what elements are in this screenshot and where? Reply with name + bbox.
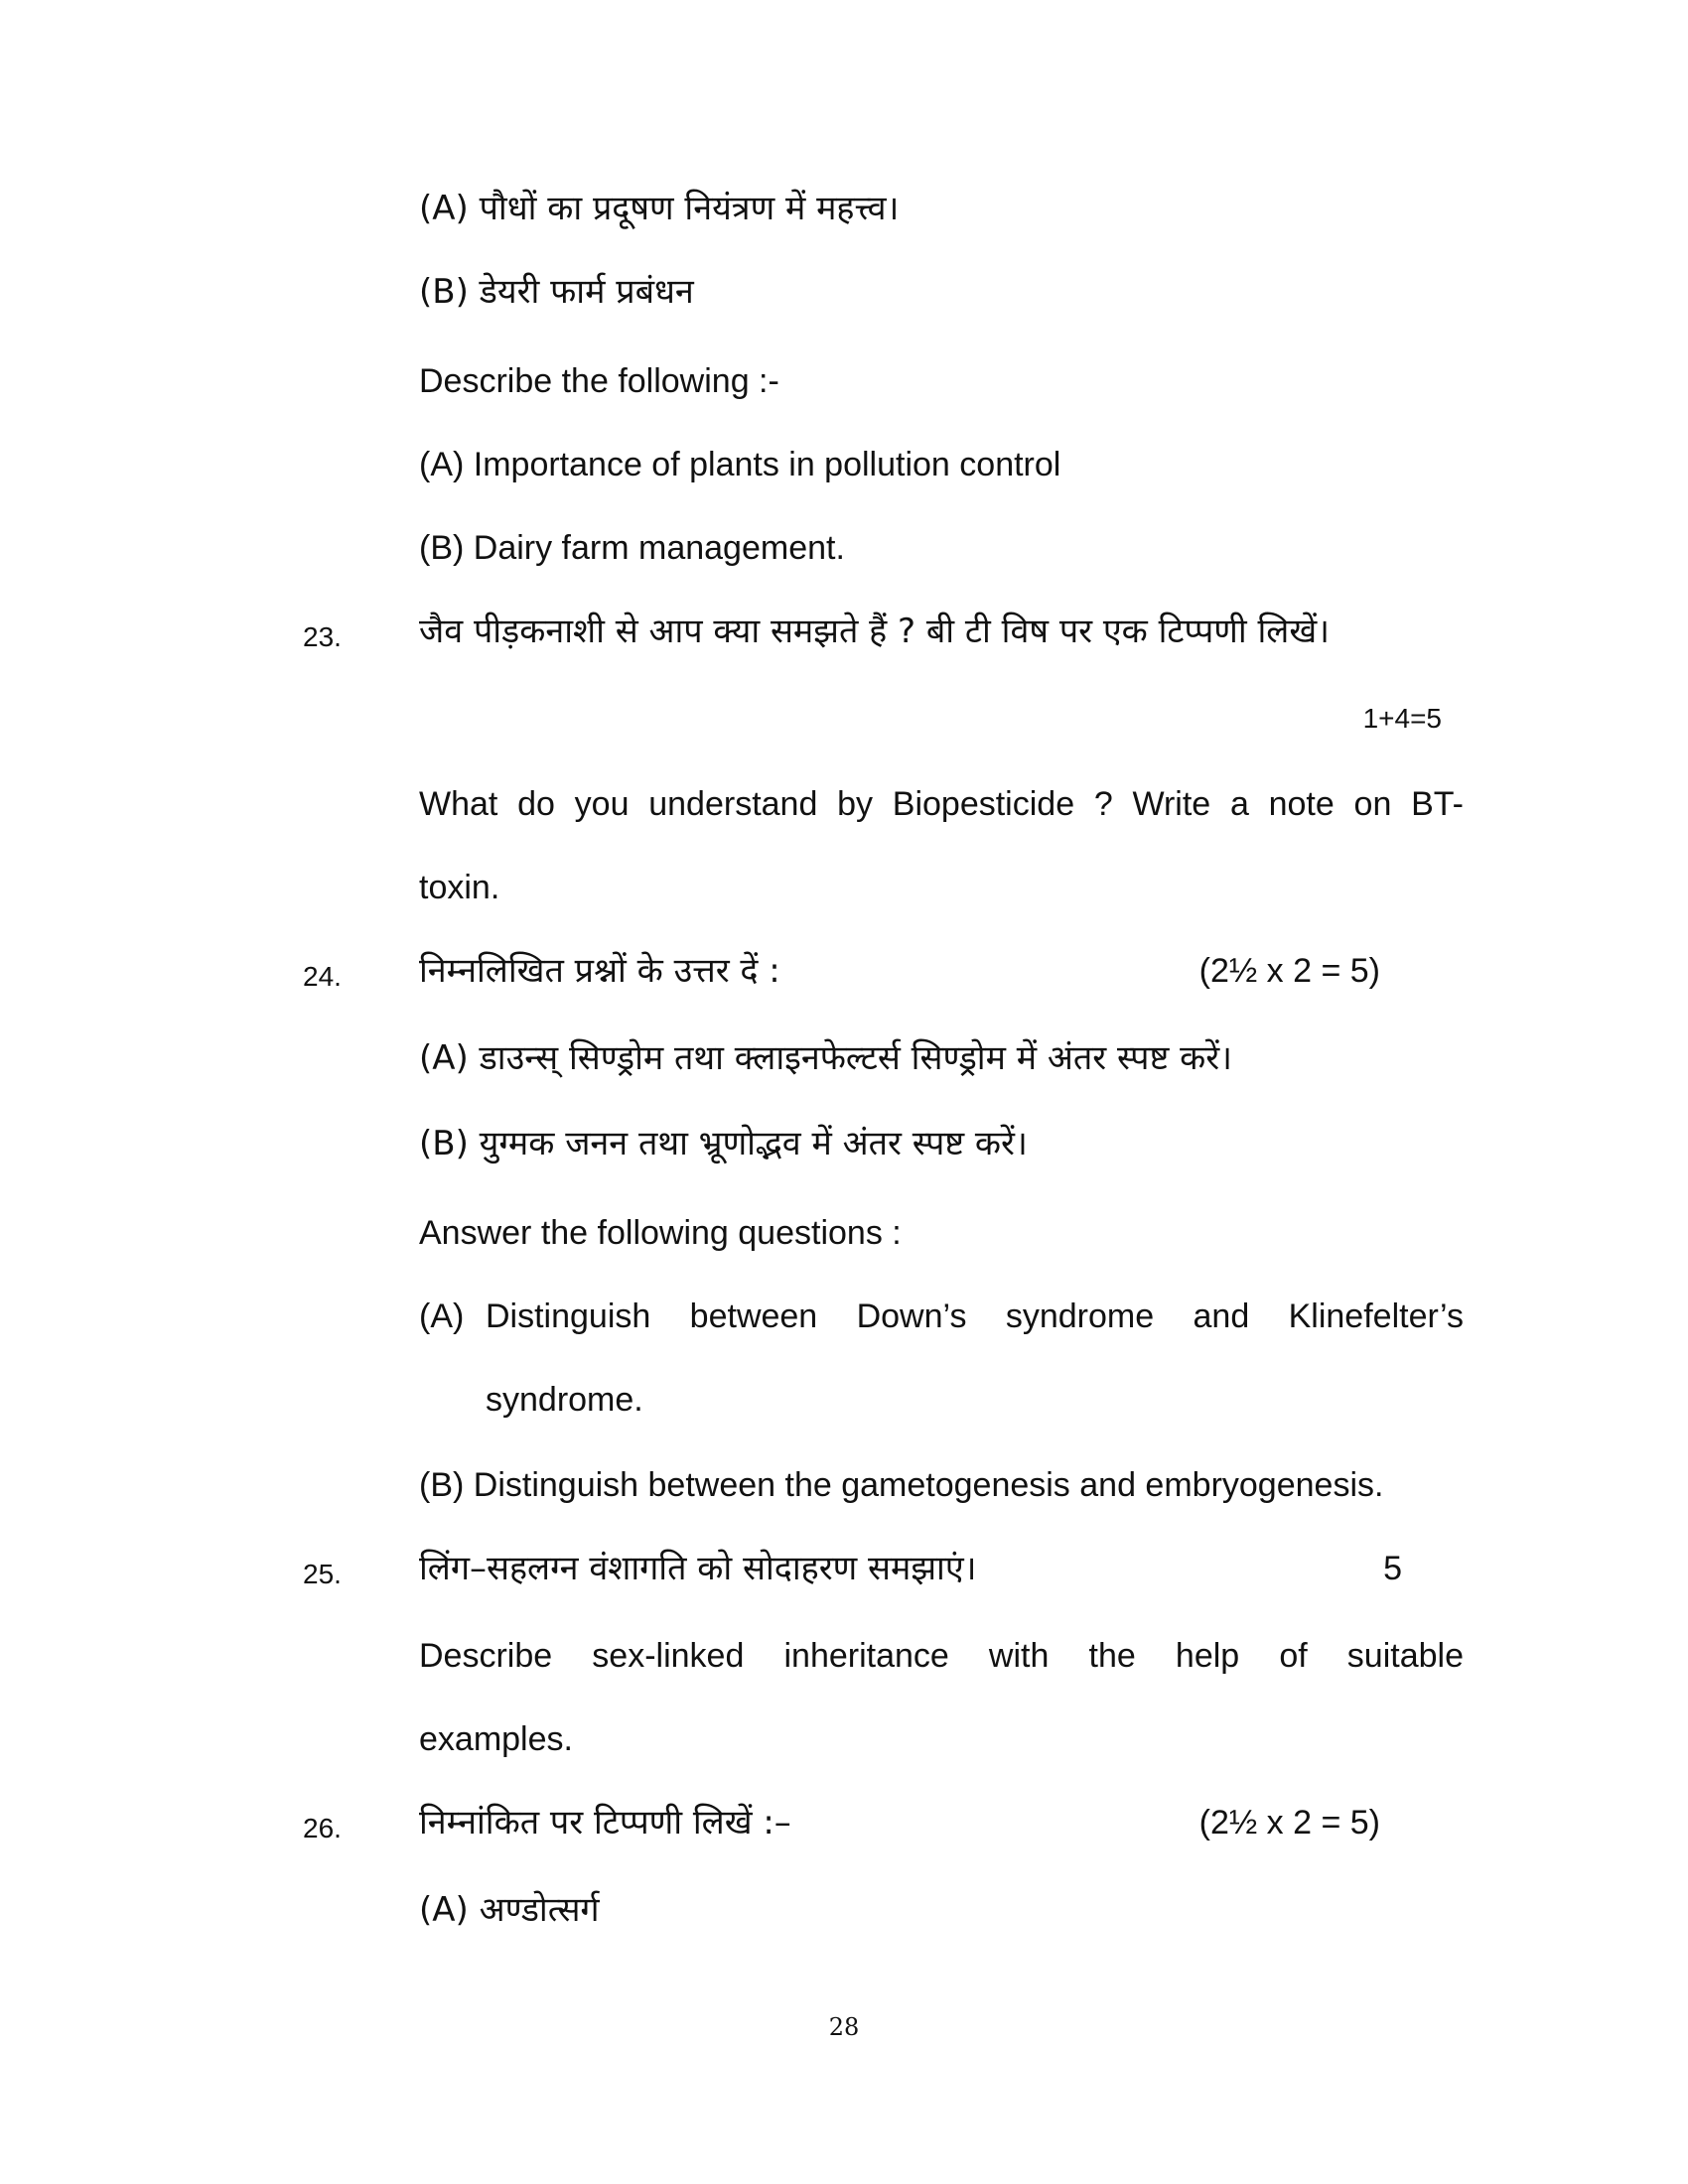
q25-english-line-1: Describe sex-linked inheritance with the help of suitable [419, 1637, 1464, 1675]
q26-hindi-option-a: (A) अण्डोत्सर्ग [419, 1890, 600, 1930]
q26-number: 26. [303, 1813, 342, 1843]
q25-hindi-question: लिंग–सहलग्न वंशागति को सोदाहरण समझाएं। [419, 1549, 977, 1588]
q26-marks: (2½ x 2 = 5) [1198, 1804, 1380, 1842]
q24-english-option-b: (B) Distinguish between the gametogenesis and embryogenesis. [419, 1466, 1384, 1504]
q24-english-option-a-label: (A) [419, 1297, 465, 1335]
q24-marks: (2½ x 2 = 5) [1198, 952, 1380, 990]
q23-english-line-1: What do you understand by Biopesticide ? Write a note on BT- [419, 785, 1464, 823]
q23-marks: 1+4=5 [1362, 703, 1442, 734]
q25-number: 25. [303, 1559, 342, 1589]
q22-english-intro: Describe the following :- [419, 362, 779, 400]
q24-english-option-a-line-1: Distinguish between Down’s syndrome and Klinefelter’s [486, 1297, 1464, 1335]
q23-number: 23. [303, 621, 342, 652]
q25-marks: 5 [1383, 1550, 1402, 1587]
q24-hindi-option-a: (A) डाउन्स् सिण्ड्रोम तथा क्लाइनफेल्टर्स सिण्ड्रोम में अंतर स्पष्ट करें। [419, 1038, 1233, 1078]
q22-hindi-option-a: (A) पौधों का प्रदूषण नियंत्रण में महत्त्व। [419, 189, 900, 228]
q23-hindi-question: जैव पीड़कनाशी से आप क्या समझते हैं ? बी टी विष पर एक टिप्पणी लिखें। [419, 612, 1331, 651]
q23-english-line-2: toxin. [419, 869, 500, 906]
q24-hindi-option-b: (B) युग्मक जनन तथा भ्रूणोद्भव में अंतर स्पष्ट करें। [419, 1124, 1028, 1163]
q24-english-option-a-line-2: syndrome. [486, 1381, 643, 1419]
q26-hindi-question: निम्नांकित पर टिप्पणी लिखें :– [419, 1803, 791, 1843]
q24-number: 24. [303, 961, 342, 992]
q22-english-option-a: (A) Importance of plants in pollution control [419, 446, 1061, 483]
page-number: 28 [828, 2013, 860, 2041]
q24-hindi-question: निम्नलिखित प्रश्नों के उत्तर दें : [419, 951, 780, 991]
q24-english-intro: Answer the following questions : [419, 1214, 902, 1252]
q22-english-option-b: (B) Dairy farm management. [419, 529, 845, 567]
q25-english-line-2: examples. [419, 1720, 573, 1758]
q22-hindi-option-b: (B) डेयरी फार्म प्रबंधन [419, 272, 694, 312]
